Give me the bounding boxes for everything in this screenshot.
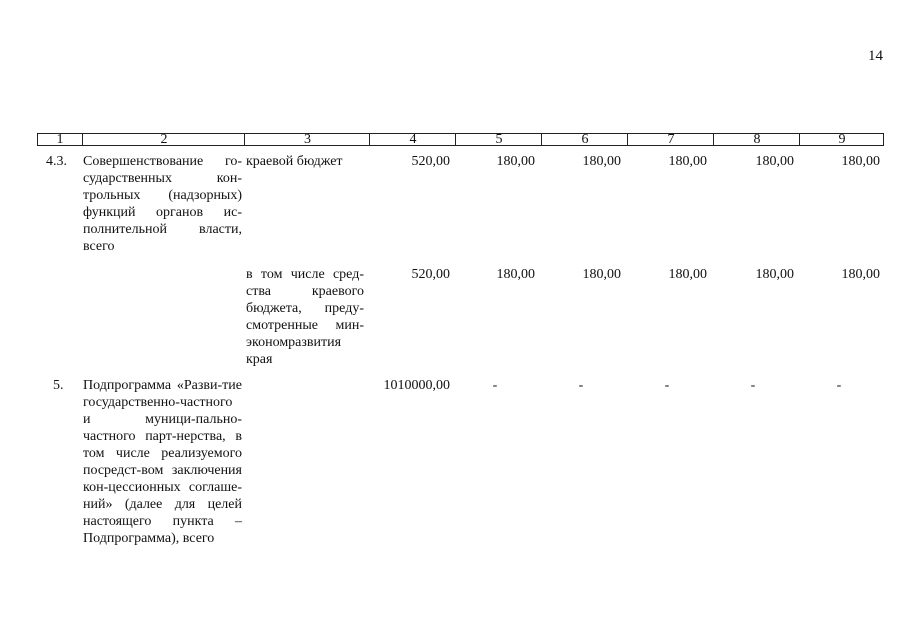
row-5-value-col4: 1010000,00 bbox=[383, 378, 450, 393]
row-4-3-name: Совершенствование го-сударственных кон-трольных (надзорных) функций органов ис-полнительной власти, всего bbox=[83, 154, 242, 254]
row-5-value-col9: - bbox=[836, 378, 842, 393]
row-4-3-sub-value-col6: 180,00 bbox=[582, 267, 621, 282]
row-5-value-col6: - bbox=[578, 378, 584, 393]
row-4-3-sub-source: в том числе сред-ства краевого бюджета, преду-смотренные мин-экономразвития края bbox=[246, 267, 364, 367]
header-col-1: 1 bbox=[56, 132, 64, 147]
row-4-3-source: краевой бюджет bbox=[246, 154, 343, 169]
page-number: 14 bbox=[868, 48, 883, 64]
row-5-number: 5. bbox=[53, 378, 64, 393]
row-4-3-sub-value-col7: 180,00 bbox=[668, 267, 707, 282]
row-4-3-number: 4.3. bbox=[46, 154, 67, 169]
row-5-name: Подпрограмма «Разви-тие государственно-частного и муници-пально-частного парт-нерства, в том числе реализуемого посредст-вом заключения кон-цессионных соглаше-ний» (далее для целей настоящего пункта – Подпрограмма), всего bbox=[83, 378, 242, 546]
row-4-3-sub-value-col8: 180,00 bbox=[755, 267, 794, 282]
row-4-3-sub-value-col4: 520,00 bbox=[411, 267, 450, 282]
row-4-3-value-col9: 180,00 bbox=[841, 154, 880, 169]
header-col-7: 7 bbox=[627, 134, 714, 145]
header-col-2: 2 bbox=[82, 134, 245, 145]
header-col-5: 5 bbox=[455, 134, 542, 145]
header-col-4: 4 bbox=[369, 134, 456, 145]
row-4-3-sub-value-col9: 180,00 bbox=[841, 267, 880, 282]
row-4-3-sub-value-col5: 180,00 bbox=[496, 267, 535, 282]
header-col-3: 3 bbox=[244, 134, 370, 145]
row-4-3-value-col8: 180,00 bbox=[755, 154, 794, 169]
header-col-8: 8 bbox=[713, 134, 800, 145]
row-5-value-col7: - bbox=[664, 378, 670, 393]
row-5-value-col8: - bbox=[750, 378, 756, 393]
table-header bbox=[37, 133, 884, 146]
row-4-3-value-col5: 180,00 bbox=[496, 154, 535, 169]
header-col-9: 9 bbox=[799, 134, 884, 145]
row-4-3-value-col6: 180,00 bbox=[582, 154, 621, 169]
row-4-3-value-col4: 520,00 bbox=[411, 154, 450, 169]
row-4-3-value-col7: 180,00 bbox=[668, 154, 707, 169]
row-5-value-col5: - bbox=[492, 378, 498, 393]
header-col-6: 6 bbox=[541, 134, 628, 145]
